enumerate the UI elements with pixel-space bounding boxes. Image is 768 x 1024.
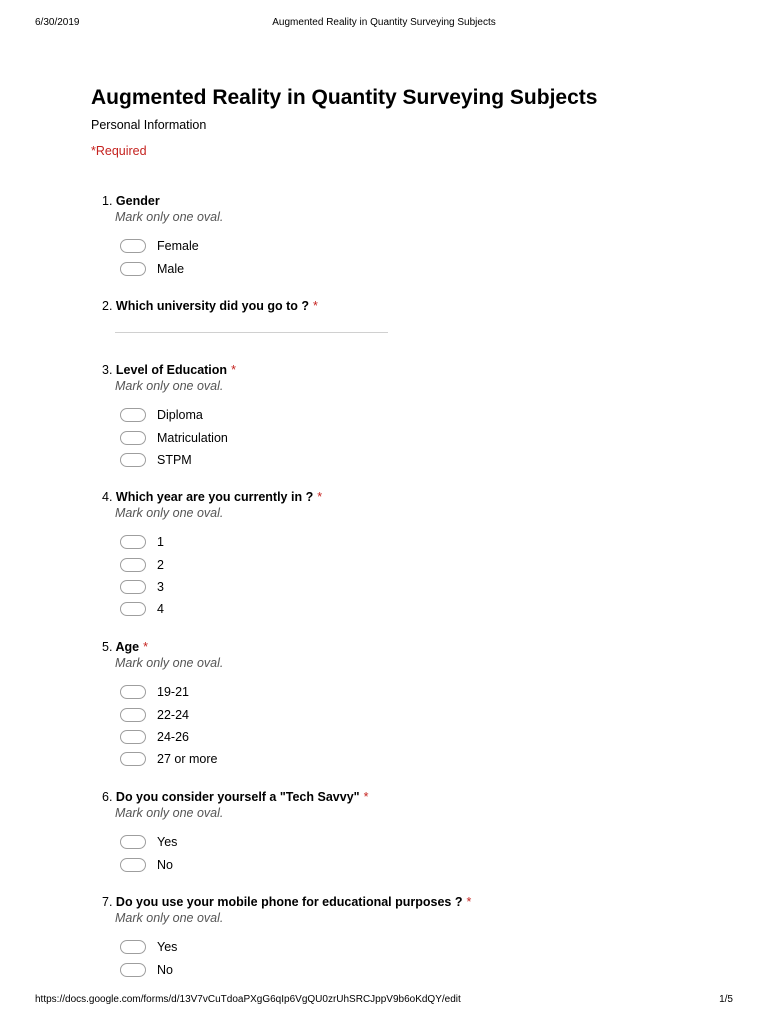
radio-oval[interactable] bbox=[120, 858, 146, 872]
option-yes[interactable] bbox=[120, 936, 662, 958]
radio-oval[interactable] bbox=[120, 239, 146, 253]
question-text: Do you use your mobile phone for educational purposes ? bbox=[115, 895, 463, 909]
option-matriculation[interactable] bbox=[120, 426, 662, 448]
question-help: Mark only one oval. bbox=[115, 210, 224, 224]
question-text: Which year are you currently in ? bbox=[115, 490, 314, 504]
question-text: Do you consider yourself a "Tech Savvy" bbox=[115, 790, 360, 804]
options-list bbox=[120, 681, 662, 771]
option-label: Female bbox=[157, 239, 199, 254]
question-help: Mark only one oval. bbox=[115, 656, 224, 670]
question-age bbox=[102, 639, 662, 771]
option-label: No bbox=[157, 962, 173, 977]
radio-oval[interactable] bbox=[120, 685, 146, 699]
option-female[interactable] bbox=[120, 235, 662, 257]
short-answer-input[interactable] bbox=[115, 331, 388, 333]
form-title: Augmented Reality in Quantity Surveying Subjects bbox=[91, 86, 598, 109]
radio-oval[interactable] bbox=[120, 431, 146, 445]
radio-oval[interactable] bbox=[120, 535, 146, 549]
option-label: 2 bbox=[157, 557, 164, 572]
option-label: 4 bbox=[157, 602, 164, 617]
option-yes[interactable] bbox=[120, 831, 662, 853]
question-title bbox=[102, 639, 662, 655]
question-gender bbox=[102, 193, 662, 280]
radio-oval[interactable] bbox=[120, 408, 146, 422]
option-label: No bbox=[157, 857, 173, 872]
question-title bbox=[102, 489, 662, 505]
question-tech-savvy bbox=[102, 789, 662, 876]
page-number: 1/5 bbox=[719, 994, 733, 1005]
option-label: 24-26 bbox=[157, 729, 189, 744]
option-age-27-plus[interactable] bbox=[120, 748, 662, 770]
option-label: 3 bbox=[157, 579, 164, 594]
question-number: 4. bbox=[102, 490, 113, 504]
required-star: * bbox=[231, 363, 236, 377]
form-description: Personal Information bbox=[91, 118, 207, 132]
question-text: Which university did you go to ? bbox=[115, 299, 309, 313]
print-footer bbox=[35, 994, 733, 1008]
radio-oval[interactable] bbox=[120, 580, 146, 594]
question-education bbox=[102, 362, 662, 471]
option-label: Diploma bbox=[157, 408, 203, 423]
radio-oval[interactable] bbox=[120, 453, 146, 467]
option-label: Yes bbox=[157, 940, 178, 955]
options-list bbox=[120, 936, 662, 981]
question-help: Mark only one oval. bbox=[115, 506, 224, 520]
options-list bbox=[120, 831, 662, 876]
required-star: * bbox=[363, 790, 369, 804]
question-year bbox=[102, 489, 662, 621]
question-text: Age bbox=[115, 640, 140, 654]
option-male[interactable] bbox=[120, 257, 662, 279]
question-mobile-phone bbox=[102, 894, 662, 981]
required-note: *Required bbox=[91, 144, 147, 158]
options-list bbox=[120, 531, 662, 621]
option-year-2[interactable] bbox=[120, 553, 662, 575]
option-label: STPM bbox=[157, 452, 192, 467]
radio-oval[interactable] bbox=[120, 708, 146, 722]
option-no[interactable] bbox=[120, 958, 662, 980]
question-title bbox=[102, 789, 662, 805]
radio-oval[interactable] bbox=[120, 262, 146, 276]
required-star: * bbox=[466, 895, 472, 909]
options-list bbox=[120, 235, 662, 280]
option-age-24-26[interactable] bbox=[120, 726, 662, 748]
question-title bbox=[102, 298, 662, 314]
question-title bbox=[102, 193, 662, 209]
option-year-3[interactable] bbox=[120, 576, 662, 598]
question-title bbox=[102, 894, 662, 910]
option-label: Matriculation bbox=[157, 430, 228, 445]
question-text: Level of Education bbox=[115, 363, 228, 377]
question-number: 7. bbox=[102, 895, 113, 909]
required-star: * bbox=[312, 299, 318, 313]
options-list bbox=[120, 404, 662, 471]
option-diploma[interactable] bbox=[120, 404, 662, 426]
radio-oval[interactable] bbox=[120, 558, 146, 572]
option-label: Yes bbox=[157, 835, 178, 850]
question-help: Mark only one oval. bbox=[115, 806, 224, 820]
option-label: 1 bbox=[157, 535, 164, 550]
print-date: 6/30/2019 bbox=[35, 17, 80, 28]
required-star: * bbox=[143, 640, 148, 654]
question-help: Mark only one oval. bbox=[115, 379, 224, 393]
question-text: Gender bbox=[115, 194, 160, 208]
radio-oval[interactable] bbox=[120, 963, 146, 977]
option-age-22-24[interactable] bbox=[120, 703, 662, 725]
question-number: 1. bbox=[102, 194, 113, 208]
question-number: 2. bbox=[102, 299, 113, 313]
option-age-19-21[interactable] bbox=[120, 681, 662, 703]
radio-oval[interactable] bbox=[120, 835, 146, 849]
question-title bbox=[102, 362, 662, 378]
option-label: Male bbox=[157, 261, 185, 276]
required-star: * bbox=[317, 490, 323, 504]
print-url[interactable]: https://docs.google.com/forms/d/13V7vCuTdoaPXgG6qIp6VgQU0zrUhSRCJppV9b6oKdQY/edit bbox=[35, 994, 461, 1005]
option-year-4[interactable] bbox=[120, 598, 662, 620]
question-help: Mark only one oval. bbox=[115, 911, 224, 925]
radio-oval[interactable] bbox=[120, 752, 146, 766]
option-year-1[interactable] bbox=[120, 531, 662, 553]
option-label: 22-24 bbox=[157, 707, 189, 722]
question-number: 3. bbox=[102, 363, 113, 377]
option-stpm[interactable] bbox=[120, 449, 662, 471]
question-number: 6. bbox=[102, 790, 113, 804]
radio-oval[interactable] bbox=[120, 940, 146, 954]
print-header bbox=[35, 17, 733, 31]
question-university bbox=[102, 298, 662, 333]
print-title: Augmented Reality in Quantity Surveying Subjects bbox=[272, 17, 496, 28]
radio-oval[interactable] bbox=[120, 730, 146, 744]
option-no[interactable] bbox=[120, 853, 662, 875]
option-label: 19-21 bbox=[157, 685, 189, 700]
option-label: 27 or more bbox=[157, 752, 218, 767]
question-number: 5. bbox=[102, 640, 113, 654]
radio-oval[interactable] bbox=[120, 602, 146, 616]
